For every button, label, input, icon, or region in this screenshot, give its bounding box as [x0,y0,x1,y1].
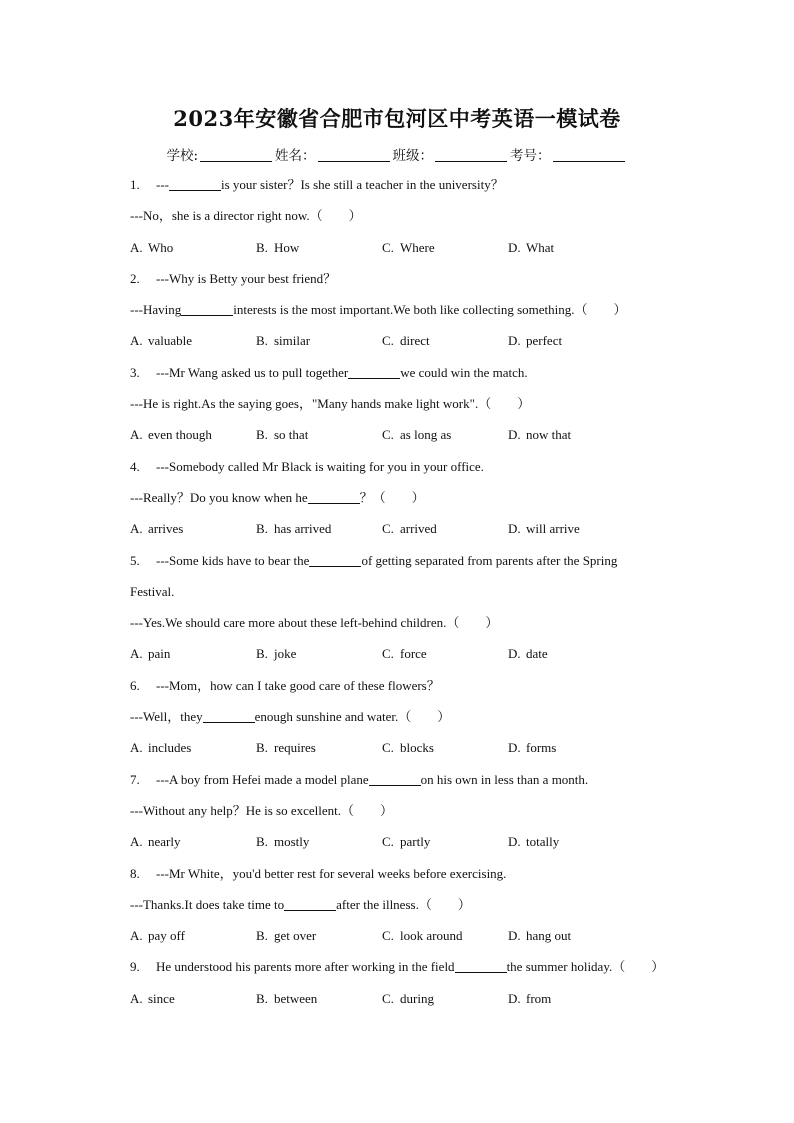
answer-option[interactable] [382,988,508,1019]
question-text: interests is the most important.We both like collecting something.（ ） [233,302,627,318]
options-row [130,831,730,862]
option-text: date [526,646,548,662]
question-list [130,174,730,1019]
question-text: enough sunshine and water.（ ） [254,709,451,725]
option-text: get over [274,928,317,944]
student-info-row [0,144,794,164]
answer-blank[interactable] [348,365,400,379]
question-text: ---Mr Wang asked us to pull together [156,364,349,380]
answer-option[interactable] [130,831,256,862]
question-text: ---Why is Betty your best friend？ [156,270,337,286]
option-letter: D. [508,740,521,756]
option-text: requires [274,740,316,756]
question-text: ---Mom，how can I take good care of these flowers？ [156,677,440,693]
option-text: arrived [400,521,437,537]
option-letter: B. [256,521,268,537]
answer-option[interactable] [382,831,508,862]
option-text: Who [148,239,174,255]
option-text: pay off [148,928,185,944]
question-text: ---Yes.We should care more about these left-behind children.（ ） [130,615,499,631]
option-letter: B. [256,928,268,944]
options-row [130,424,730,455]
answer-option[interactable] [130,330,256,361]
answer-option[interactable] [382,518,508,549]
answer-option[interactable] [508,925,634,956]
option-letter: A. [130,333,143,349]
option-text: totally [526,834,560,850]
answer-option[interactable] [508,237,634,268]
option-text: mostly [274,834,310,850]
answer-option[interactable] [508,330,634,361]
question-line [130,581,730,612]
option-letter: A. [130,427,143,443]
options-row [130,988,730,1019]
question-number: 8. [130,865,140,881]
question-line [130,205,730,236]
answer-option[interactable] [130,737,256,768]
question-line [130,894,730,925]
option-text: nearly [148,834,181,850]
option-letter: D. [508,646,521,662]
question-text: ---Without any help？He is so excellent.（ ） [130,802,394,818]
answer-option[interactable] [130,643,256,674]
options-row [130,518,730,549]
question-line [130,612,730,643]
answer-option[interactable] [508,831,634,862]
question-text: ---Having [130,302,182,318]
option-text: between [274,990,318,1006]
options-row [130,737,730,768]
option-letter: B. [256,740,268,756]
question-line [130,456,730,487]
option-text: How [274,239,300,255]
question-text: He understood his parents more after working in the field [156,959,455,975]
question-text: after the illness.（ ） [336,896,471,912]
option-text: Where [400,239,435,255]
option-letter: A. [130,239,143,255]
option-letter: B. [256,427,268,443]
answer-option[interactable] [256,518,382,549]
question-text: ---Well，they [130,709,203,725]
name-blank[interactable] [318,147,390,162]
option-text: even though [148,427,212,443]
option-text: look around [400,928,463,944]
question-line [130,393,730,424]
options-row [130,925,730,956]
option-letter: B. [256,834,268,850]
answer-option[interactable] [382,330,508,361]
question-text: on his own in less than a month. [420,771,589,787]
id-label: 考号： [510,148,551,164]
option-letter: A. [130,740,143,756]
option-letter: C. [382,333,394,349]
question-text: ---No，she is a director right now.（ ） [130,208,362,224]
option-text: will arrive [526,521,580,537]
option-letter: D. [508,928,521,944]
answer-option[interactable] [130,237,256,268]
question-text: ---Somebody called Mr Black is waiting for you in your office. [156,458,484,474]
question-text: we could win the match. [400,364,528,380]
question-text: is your sister？Is she still a teacher in the university？ [221,177,504,192]
question-number: 7. [130,771,140,787]
option-letter: C. [382,834,394,850]
answer-option[interactable] [508,424,634,455]
option-letter: A. [130,834,143,850]
question-text: ---Some kids have to bear the [156,552,310,568]
question-number: 1. [130,177,140,192]
answer-option[interactable] [382,237,508,268]
question-text: ---Mr White，you'd better rest for several weeks before exercising. [156,865,507,881]
answer-option[interactable] [256,988,382,1019]
question-line [130,675,730,706]
question-number: 5. [130,552,140,568]
question-number: 6. [130,677,140,693]
question-number: 4. [130,458,140,474]
option-text: hang out [526,928,572,944]
option-text: valuable [148,333,193,349]
question-number: 2. [130,270,140,286]
option-letter: C. [382,521,394,537]
question-line [130,362,730,393]
answer-option[interactable] [130,424,256,455]
name-label: 姓名： [275,148,316,164]
option-text: from [526,990,552,1006]
question-text: of getting separated from parents after the Spring [361,552,618,568]
answer-option[interactable] [508,518,634,549]
answer-blank[interactable] [309,553,361,567]
answer-blank[interactable] [369,772,421,786]
answer-option[interactable] [256,643,382,674]
answer-option[interactable] [382,643,508,674]
answer-option[interactable] [508,643,634,674]
option-letter: A. [130,646,143,662]
question-text: --- [156,177,169,192]
option-text: direct [400,333,430,349]
question-text: ---Thanks.It does take time to [130,896,285,912]
option-letter: B. [256,333,268,349]
answer-option[interactable] [382,424,508,455]
question-number: 9. [130,959,140,975]
option-letter: A. [130,928,143,944]
option-text: as long as [400,427,452,443]
answer-option[interactable] [256,330,382,361]
option-letter: C. [382,928,394,944]
options-row [130,643,730,674]
answer-blank[interactable] [455,959,507,973]
school-blank[interactable] [200,147,272,162]
option-letter: D. [508,521,521,537]
question-text: ---A boy from Hefei made a model plane [156,771,369,787]
option-text: so that [274,427,309,443]
option-letter: C. [382,990,394,1006]
option-letter: D. [508,834,521,850]
option-letter: C. [382,646,394,662]
option-text: now that [526,427,572,443]
question-text: ---He is right.As the saying goes，"Many hands make light work".（ ） [130,396,531,412]
question-text: the summer holiday.（ ） [506,959,665,975]
option-text: has arrived [274,521,332,537]
options-row [130,237,730,268]
option-text: since [148,990,175,1006]
option-text: joke [274,646,297,662]
option-letter: C. [382,740,394,756]
option-letter: C. [382,427,394,443]
class-label: 班级： [392,148,434,164]
option-text: blocks [400,740,434,756]
option-letter: D. [508,990,521,1006]
answer-option[interactable] [382,737,508,768]
answer-option[interactable] [130,988,256,1019]
question-line [130,487,730,518]
option-letter: B. [256,646,268,662]
question-text: Festival. [130,583,175,599]
answer-option[interactable] [508,737,634,768]
question-text: ---Really？Do you know when he [130,489,308,505]
answer-option[interactable] [256,831,382,862]
question-line [130,769,730,800]
option-letter: A. [130,521,143,537]
class-blank[interactable] [435,147,507,162]
id-blank[interactable] [553,147,625,162]
exam-title: 2023年安徽省合肥市包河区中考英语一模试卷 [173,106,621,131]
option-text: forms [526,740,557,756]
answer-blank[interactable] [284,897,336,911]
answer-option[interactable] [256,424,382,455]
question-line [130,863,730,894]
option-letter: B. [256,239,268,255]
question-line [130,268,730,299]
option-text: includes [148,740,192,756]
question-text: ？（ ） [359,489,425,505]
answer-option[interactable] [256,737,382,768]
answer-blank[interactable] [181,302,233,316]
question-line [130,956,730,987]
option-letter: D. [508,239,521,255]
answer-blank[interactable] [308,490,360,504]
answer-blank[interactable] [169,177,221,191]
question-line [130,800,730,831]
answer-option[interactable] [508,988,634,1019]
answer-option[interactable] [256,237,382,268]
option-letter: A. [130,990,143,1006]
question-line [130,706,730,737]
answer-option[interactable] [130,925,256,956]
option-letter: C. [382,239,394,255]
option-text: perfect [526,333,563,349]
answer-option[interactable] [382,925,508,956]
option-text: during [400,990,434,1006]
option-text: partly [400,834,431,850]
answer-option[interactable] [130,518,256,549]
option-letter: D. [508,333,521,349]
option-letter: B. [256,990,268,1006]
options-row [130,330,730,361]
question-line [130,299,730,330]
option-text: arrives [148,521,184,537]
option-text: force [400,646,427,662]
question-line [130,550,730,581]
answer-option[interactable] [256,925,382,956]
question-number: 3. [130,364,140,380]
answer-blank[interactable] [203,709,255,723]
option-text: similar [274,333,311,349]
option-text: What [526,239,555,255]
question-line [130,174,730,205]
option-text: pain [148,646,171,662]
school-label: 学校: [166,148,199,164]
option-letter: D. [508,427,521,443]
